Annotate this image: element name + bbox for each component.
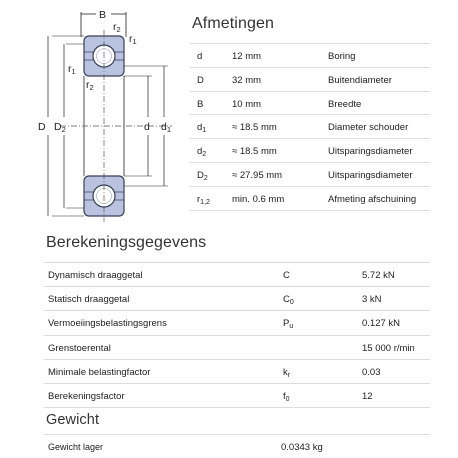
label-r1-left: r1: [68, 63, 76, 76]
afmetingen-row-description: Diameter schouder: [328, 122, 409, 134]
berekening-row-label: Dynamisch draaggetal: [48, 270, 143, 281]
afmetingen-row-symbol: [197, 122, 206, 134]
label-r1-top: r1: [129, 33, 137, 46]
berekening-row-divider: [44, 359, 430, 360]
afmetingen-row-value: min. 0.6 mm: [232, 193, 285, 205]
symbol-subscript: r: [287, 371, 291, 379]
afmetingen-row-value: 10 mm: [232, 98, 262, 110]
symbol-text: d: [197, 51, 203, 62]
afmetingen-row-value: ≈ 27.95 mm: [232, 170, 283, 181]
afmetingen-row-value: 12 mm: [232, 51, 262, 62]
afmetingen-row-description: Buitendiameter: [328, 74, 392, 86]
symbol-subscript: 2: [202, 151, 207, 159]
afmetingen-row-value: ≈ 18.5 mm: [232, 122, 277, 134]
label-r2-top: r2: [113, 21, 121, 34]
symbol-text: f: [283, 391, 286, 402]
afmetingen-title: Afmetingen: [192, 15, 274, 32]
symbol-subscript: 1,2: [200, 198, 210, 206]
berekening-row-label: Minimale belastingfactor: [48, 366, 151, 378]
symbol-subscript: 0: [289, 299, 294, 307]
berekening-row-value: 0.03: [362, 366, 381, 378]
symbol-subscript: 0: [285, 396, 290, 403]
afmetingen-row-symbol: [197, 75, 204, 86]
afmetingen-row-description: Uitsparingsdiameter: [328, 146, 413, 158]
afmetingen-row-divider: [190, 210, 430, 211]
afmetingen-row-divider: [190, 114, 430, 115]
berekening-row-label: Berekeningsfactor: [48, 391, 125, 402]
gewicht-row-divider: [44, 434, 430, 435]
berekening-row-divider: [44, 383, 430, 384]
symbol-text: C: [283, 270, 290, 281]
gewicht-row-value: 0.0343 kg: [281, 442, 323, 453]
berekening-row-symbol: [283, 294, 294, 306]
afmetingen-row-divider: [190, 162, 430, 163]
afmetingen-row-symbol: [197, 194, 210, 206]
afmetingen-row-symbol: [197, 170, 208, 182]
afmetingen-row-value: 32 mm: [232, 74, 262, 86]
afmetingen-row-divider: [190, 138, 430, 139]
berekening-row-divider: [44, 310, 430, 311]
label-B: B: [99, 9, 107, 21]
symbol-subscript: u: [289, 323, 294, 331]
symbol-text: P: [283, 318, 290, 330]
afmetingen-row-symbol: [197, 146, 206, 158]
berekening-row-value: 12: [362, 391, 373, 402]
berekening-row-value: 15 000 r/min: [362, 342, 415, 354]
afmetingen-row-description: Afmeting afschuining: [328, 193, 417, 205]
symbol-text: r: [197, 193, 201, 205]
label-d1: d1: [161, 121, 172, 134]
afmetingen-row-divider: [190, 186, 430, 187]
label-D2: D2: [54, 121, 66, 134]
symbol-text: d: [197, 122, 203, 134]
berekening-row-value: 0.127 kN: [362, 318, 401, 330]
label-D: D: [38, 121, 46, 133]
berekening-row-symbol: [283, 318, 293, 330]
afmetingen-row-description: Boring: [328, 51, 356, 62]
symbol-text: B: [197, 98, 204, 110]
afmetingen-row-divider: [190, 91, 430, 92]
afmetingen-row-divider: [190, 67, 430, 68]
berekening-row-label: Vermoeiingsbelastingsgrens: [48, 318, 167, 330]
symbol-text: k: [283, 366, 288, 378]
afmetingen-row-value: ≈ 18.5 mm: [232, 146, 277, 158]
afmetingen-row-symbol: [197, 51, 202, 62]
afmetingen-row-description: Uitsparingsdiameter: [328, 170, 413, 181]
afmetingen-row-divider: [190, 43, 430, 44]
gewicht-title: Gewicht: [46, 412, 100, 428]
berekening-row-symbol: [283, 270, 290, 281]
symbol-text: D: [197, 74, 204, 86]
label-d: d: [144, 121, 150, 133]
symbol-subscript: 1: [202, 127, 207, 135]
symbol-subscript: 2: [203, 175, 208, 182]
label-r2-left: r2: [86, 79, 94, 92]
berekening-row-divider: [44, 407, 430, 408]
berekening-row-value: 5.72 kN: [362, 270, 395, 281]
berekening-row-label: Grenstoerental: [48, 342, 111, 354]
symbol-text: C: [283, 294, 290, 306]
afmetingen-row-description: Breedte: [328, 98, 362, 110]
berekening-row-divider: [44, 335, 430, 336]
berekening-row-divider: [44, 262, 430, 263]
afmetingen-row-symbol: [197, 99, 203, 110]
berekening-title: Berekeningsgegevens: [46, 234, 207, 251]
symbol-text: d: [197, 146, 203, 158]
bearing-diagram: [0, 0, 190, 225]
symbol-text: D: [197, 170, 204, 181]
berekening-row-symbol: [283, 367, 290, 379]
berekening-row-value: 3 kN: [362, 294, 382, 306]
berekening-row-divider: [44, 286, 430, 287]
gewicht-row-label: Gewicht lager: [48, 442, 104, 452]
berekening-row-symbol: [283, 391, 290, 403]
berekening-row-label: Statisch draaggetal: [48, 294, 130, 306]
